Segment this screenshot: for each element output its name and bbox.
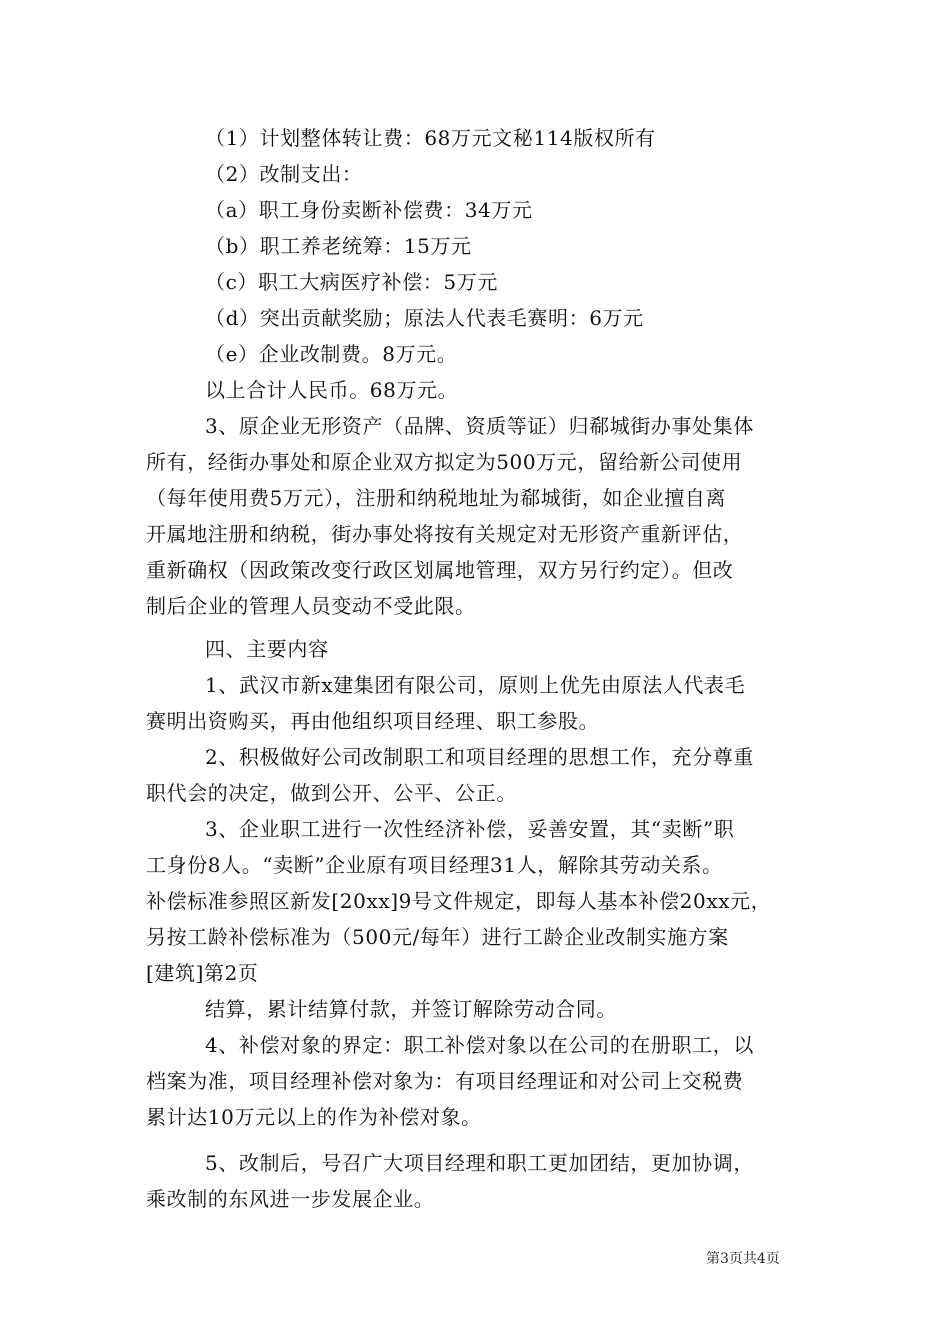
text-line: 乘改制的东风进一步发展企业。 — [146, 1187, 435, 1211]
text-line: 以上合计人民币。68万元。 — [205, 378, 459, 402]
text-line: 赛明出资购买，再由他组织项目经理、职工参股。 — [146, 709, 600, 733]
text-line: 工身份8人。“卖断”企业原有项目经理31人，解除其劳动关系。 — [146, 853, 723, 877]
text-line: 职代会的决定，做到公开、公平、公正。 — [146, 781, 517, 805]
text-line: 补偿标准参照区新发[20xx]9号文件规定，即每人基本补偿20xx元， — [146, 889, 772, 913]
section-heading: 四、主要内容 — [205, 637, 329, 661]
text-line: （d）突出贡献奖励；原法人代表毛赛明：6万元 — [205, 306, 644, 330]
text-line: 1、武汉市新x建集团有限公司，原则上优先由原法人代表毛 — [205, 673, 746, 697]
text-line: 制后企业的管理人员变动不受此限。 — [146, 594, 476, 618]
text-line: 档案为准，项目经理补偿对象为：有项目经理证和对公司上交税费 — [146, 1069, 744, 1093]
text-line: 另按工龄补偿标准为（500元/每年）进行工龄企业改制实施方案 — [146, 925, 729, 949]
text-line: 累计达10万元以上的作为补偿对象。 — [146, 1105, 482, 1129]
text-line: （每年使用费5万元），注册和纳税地址为郗城街，如企业擅自离 — [146, 486, 727, 510]
text-line: （1）计划整体转让费：68万元文秘114版权所有 — [205, 126, 656, 150]
text-line: （c）职工大病医疗补偿：5万元 — [205, 270, 498, 294]
text-line: （e）企业改制费。8万元。 — [205, 342, 458, 366]
text-line: [建筑]第2页 — [146, 961, 259, 985]
page-number-footer: 第3页共4页 — [706, 1251, 780, 1267]
text-line: 3、原企业无形资产（品牌、资质等证）归郗城街办事处集体 — [205, 414, 754, 438]
text-line: （b）职工养老统筹：15万元 — [205, 234, 472, 258]
text-line: （2）改制支出： — [205, 162, 363, 186]
text-line: 4、补偿对象的界定：职工补偿对象以在公司的在册职工，以 — [205, 1033, 754, 1057]
text-line: 5、改制后，号召广大项目经理和职工更加团结，更加协调， — [205, 1151, 754, 1175]
text-line: 所有，经街办事处和原企业双方拟定为500万元，留给新公司使用 — [146, 450, 743, 474]
text-line: （a）职工身份卖断补偿费：34万元 — [205, 198, 533, 222]
text-line: 结算，累计结算付款，并签订解除劳动合同。 — [205, 997, 617, 1021]
text-line: 3、企业职工进行一次性经济补偿，妥善安置，其“卖断”职 — [205, 817, 735, 841]
text-line: 开属地注册和纳税，街办事处将按有关规定对无形资产重新评估， — [146, 522, 744, 546]
text-line: 2、积极做好公司改制职工和项目经理的思想工作，充分尊重 — [205, 745, 754, 769]
text-line: 重新确权（因政策改变行政区划属地管理，双方另行约定）。但改 — [146, 558, 734, 582]
